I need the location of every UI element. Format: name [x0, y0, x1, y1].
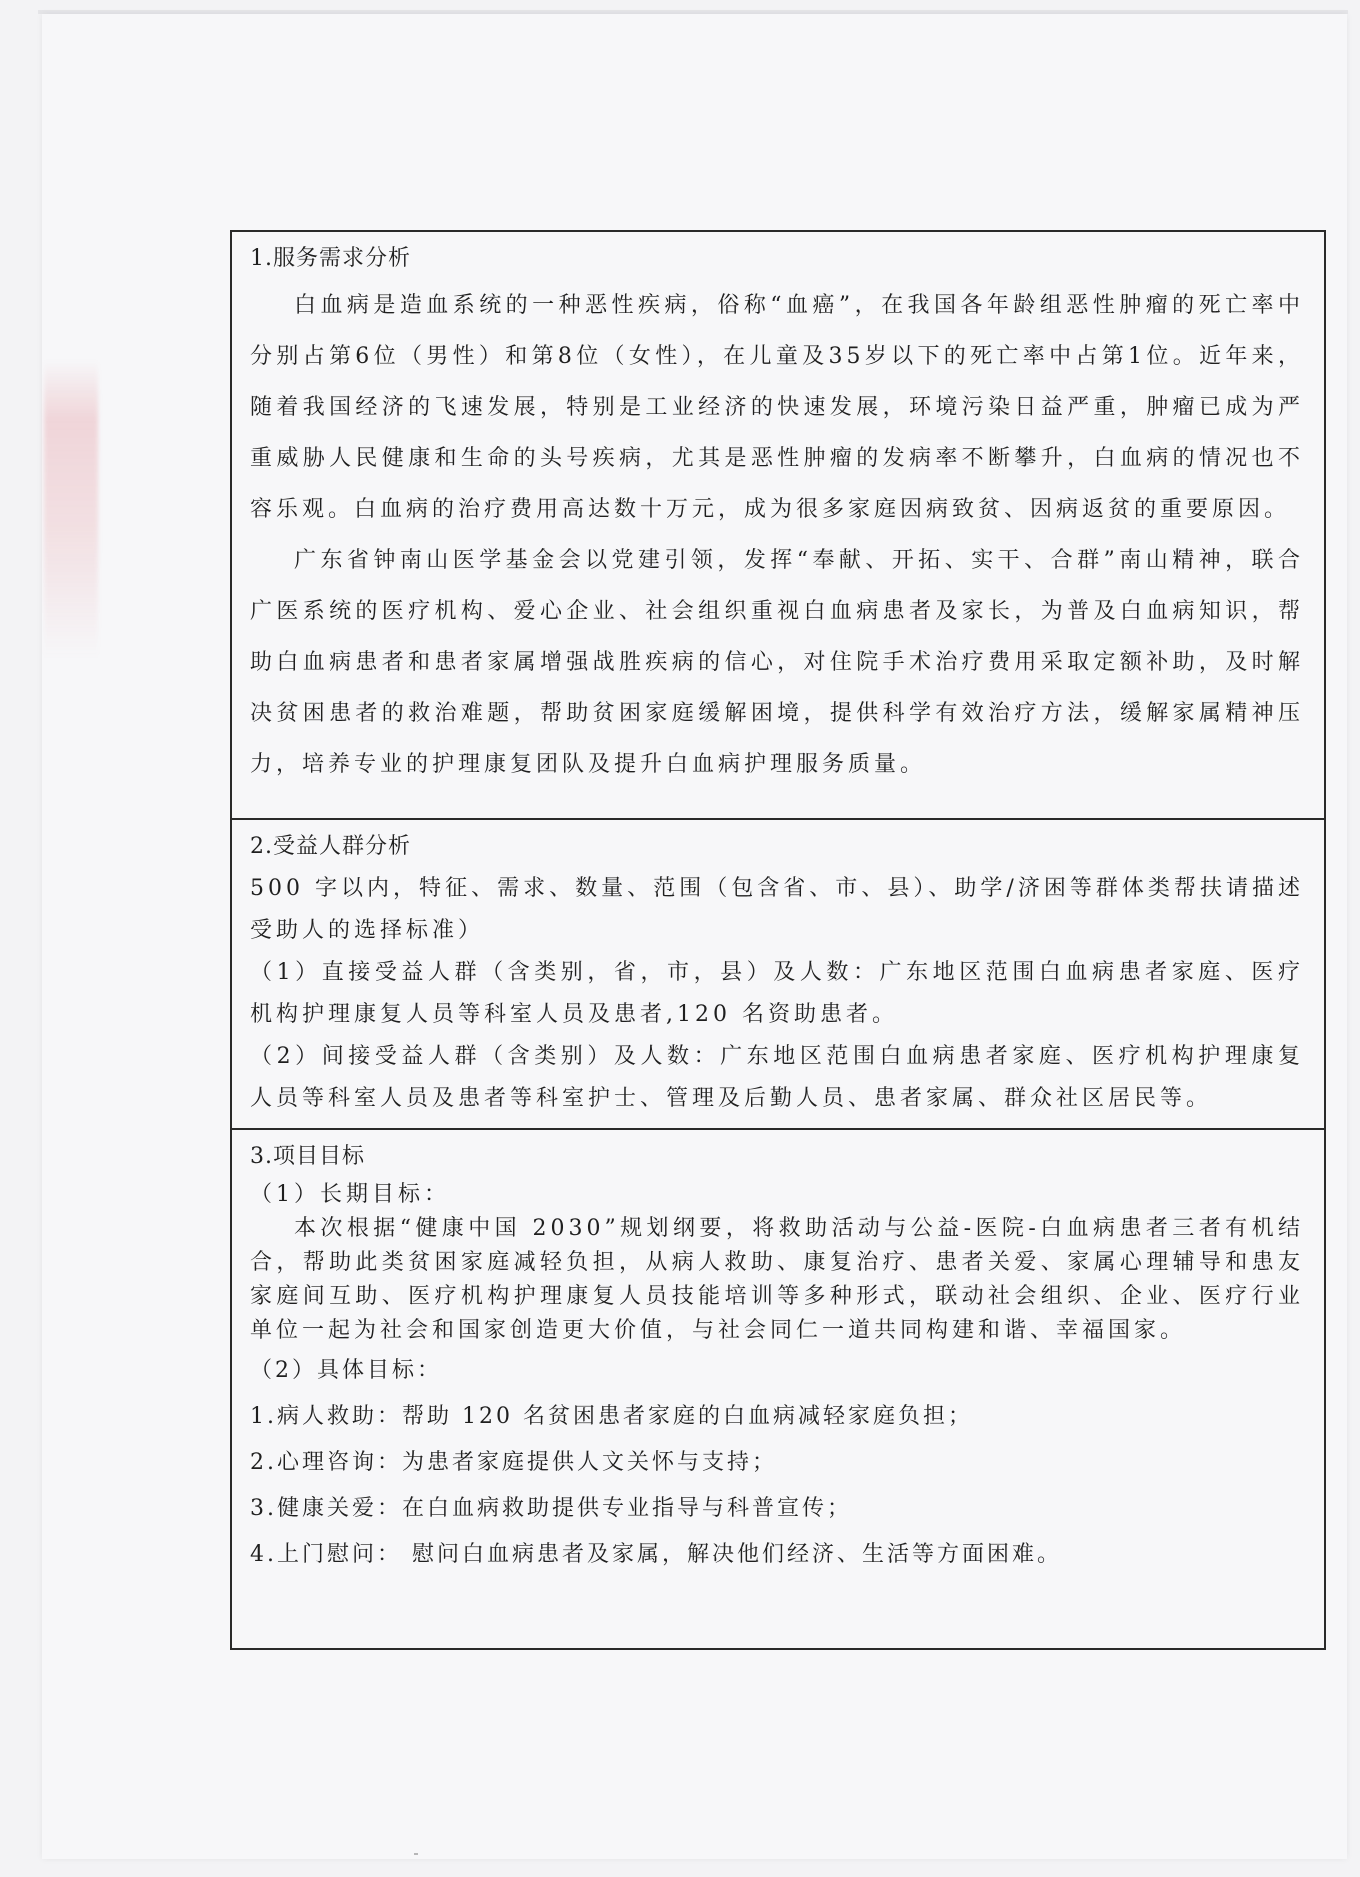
indirect-beneficiaries: （2）间接受益人群（含类别）及人数：广东地区范围白血病患者家庭、医疗机构护理康复人员等科室人员及患者等科室护士、管理及后勤人员、患者家属、群众社区居民等。	[250, 1044, 1304, 1111]
goal-item: 2.心理咨询：为患者家庭提供人文关怀与支持；	[250, 1450, 777, 1475]
direct-beneficiaries: （1）直接受益人群（含类别，省，市，县）及人数：广东地区范围白血病患者家庭、医疗机构护理康复人员等科室人员及患者,120 名资助患者。	[250, 960, 1304, 1027]
goal-item: 4.上门慰问： 慰问白血病患者及家属，解决他们经济、生活等方面困难。	[250, 1542, 1062, 1567]
scan-speck	[414, 1853, 418, 1855]
beneficiary-section	[232, 820, 1324, 1130]
section-title: 2.受益人群分析	[250, 834, 411, 859]
paragraph: 广东省钟南山医学基金会以党建引领，发挥“奉献、开拓、实干、合群”南山精神，联合广医系统的医疗机构、爱心企业、社会组织重视白血病患者及家长，为普及白血病知识，帮助白血病患者和患者家属增强战胜疾病的信心，对住院手术治疗费用采取定额补助，及时解决贫困患者的救治难题，帮助贫困家庭缓解困境，提供科学有效治疗方法，缓解家属精神压力，培养专业的护理康复团队及提升白血病护理服务质量。	[250, 548, 1304, 777]
section-title: 3.项目目标	[250, 1144, 365, 1169]
section-title: 1.服务需求分析	[250, 246, 411, 271]
project-goals-section	[232, 1130, 1324, 1648]
specific-label: （2）具体目标：	[250, 1358, 442, 1383]
long-term-label: （1）长期目标：	[250, 1182, 450, 1207]
service-needs-section	[232, 232, 1324, 820]
goal-item: 1.病人救助：帮助 120 名贫困患者家庭的白血病减轻家庭负担；	[250, 1404, 973, 1429]
seal-bleed-through	[44, 360, 98, 660]
goal-item: 3.健康关爱：在白血病救助提供专业指导与科普宣传；	[250, 1496, 852, 1521]
project-form-table	[230, 230, 1326, 1650]
paragraph: 白血病是造血系统的一种恶性疾病，俗称“血癌”，在我国各年龄组恶性肿瘤的死亡率中分别占第6位（男性）和第8位（女性），在儿童及35岁以下的死亡率中占第1位。近年来，随着我国经济的飞速发展，特别是工业经济的快速发展，环境污染日益严重，肿瘤已成为严重威胁人民健康和生命的头号疾病，尤其是恶性肿瘤的发病率不断攀升，白血病的情况也不容乐观。白血病的治疗费用高达数十万元，成为很多家庭因病致贫、因病返贫的重要原因。	[250, 293, 1304, 522]
instruction-text: 500 字以内，特征、需求、数量、范围（包含省、市、县）、助学/济困等群体类帮扶请描述受助人的选择标准）	[250, 876, 1304, 943]
long-term-text: 本次根据“健康中国 2030”规划纲要，将救助活动与公益-医院-白血病患者三者有机结合，帮助此类贫困家庭减轻负担，从病人救助、康复治疗、患者关爱、家属心理辅导和患友家庭间互助、医疗机构护理康复人员技能培训等多种形式，联动社会组织、企业、医疗行业单位一起为社会和国家创造更大价值，与社会同仁一道共同构建和谐、幸福国家。	[250, 1216, 1304, 1343]
